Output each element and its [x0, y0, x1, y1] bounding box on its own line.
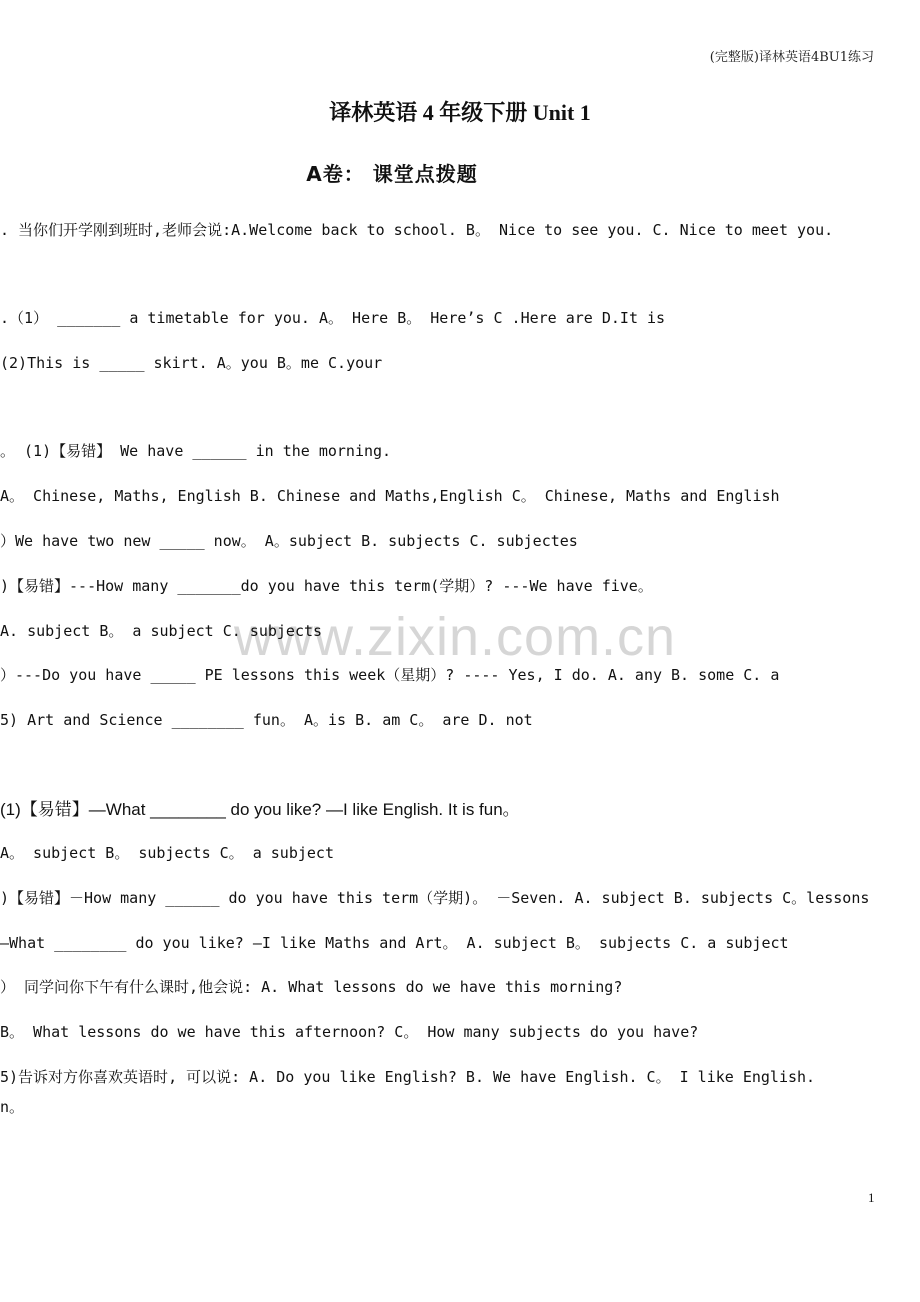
question-line: n。	[0, 1098, 25, 1116]
page-title: 译林英语 4 年级下册 Unit 1	[329, 100, 591, 125]
question-line: A。 subject B。 subjects C。 a subject	[0, 844, 334, 862]
question-line: 5) Art and Science ________ fun。 A。is B. am C。 are D. not	[0, 711, 533, 729]
question-line: .（1） _______ a timetable for you. A。 Here B。 Here’s C .Here are D.It is	[0, 309, 666, 327]
page-number: 1	[868, 1190, 875, 1205]
question-line: . 当你们开学刚到班时,老师会说:A.Welcome back to school. B。 Nice to see you. C. Nice to meet you.	[0, 221, 834, 239]
watermark: www.zixin.com.cn	[234, 607, 677, 667]
question-line: 5)告诉对方你喜欢英语时, 可以说: A. Do you like English? B. We have English. C。 I like English.	[0, 1068, 816, 1086]
question-line: )【易错】－How many ______ do you have this term（学期)。 －Seven. A. subject B. subjects C。lessons	[0, 889, 870, 907]
question-line: B。 What lessons do we have this afternoon? C。 How many subjects do you have?	[0, 1023, 699, 1041]
question-line: —What ________ do you like? —I like Maths and Art。 A. subject B。 subjects C. a subject	[0, 934, 789, 952]
question-line: ） 同学问你下午有什么课时,他会说: A. What lessons do we have this morning?	[0, 978, 623, 996]
section-subtitle: A卷： 课堂点拨题	[306, 162, 478, 186]
question-line: A。 Chinese, Maths, English B. Chinese and Maths,English C。 Chinese, Maths and English	[0, 487, 780, 505]
question-line: 。 (1)【易错】 We have ______ in the morning.	[0, 442, 392, 460]
document-header: (完整版)译林英语4BU1练习	[709, 50, 874, 65]
question-line: (2)This is _____ skirt. A。you B。me C.your	[0, 354, 383, 372]
question-line: ）We have two new _____ now。 A。subject B. subjects C. subjectes	[0, 532, 578, 550]
question-line: (1)【易错】—What ________ do you like? —I like English. It is fun。	[0, 800, 520, 819]
question-line: ）---Do you have _____ PE lessons this week（星期）? ---- Yes, I do. A. any B. some C. a	[0, 666, 780, 684]
question-line: )【易错】---How many _______do you have this term(学期）? ---We have five。	[0, 577, 653, 595]
question-line: A. subject B。 a subject C. subjects	[0, 622, 323, 640]
